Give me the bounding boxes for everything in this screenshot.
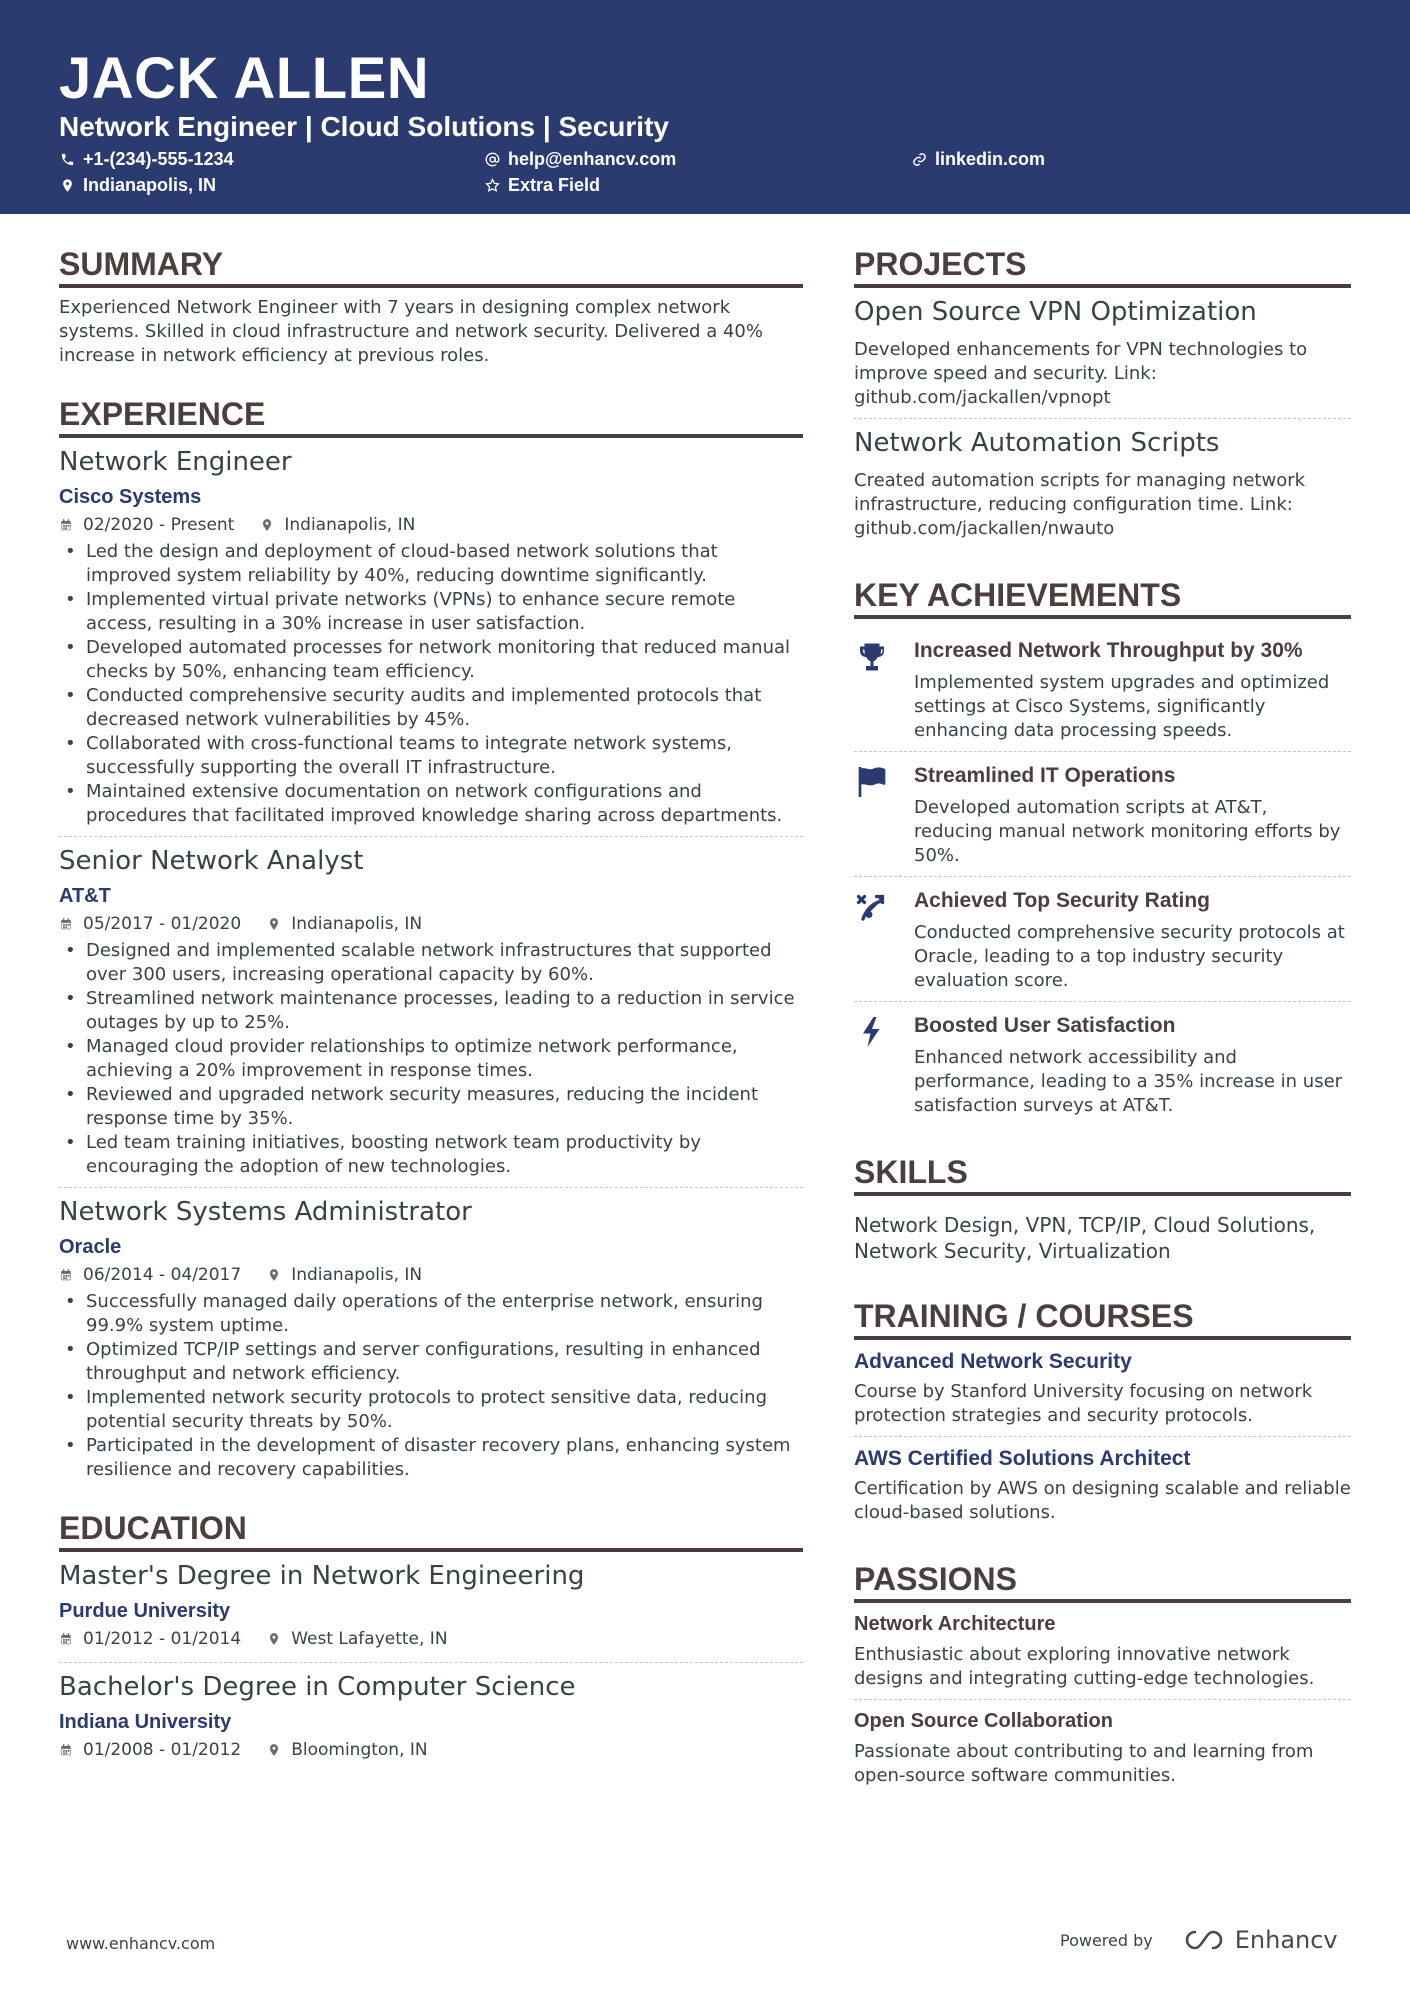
achievement-entry (854, 1002, 1351, 1126)
job-location: Indianapolis, IN (291, 1265, 423, 1285)
course-title: AWS Certified Solutions Architect (854, 1447, 1191, 1470)
bullet-item: • Collaborated with cross-functional teams to integrate network systems, successfully supporting the overall IT infrastructure. (59, 732, 803, 780)
education-dates: 01/2008 - 01/2012 (83, 1740, 242, 1760)
bullet-item: • Designed and implemented scalable network infrastructures that supported over 300 users, increasing operational capacity by 60%. (59, 939, 803, 987)
calendar-icon (59, 917, 73, 931)
brand-name: Enhancv (1234, 1926, 1338, 1954)
education-location: Bloomington, IN (291, 1740, 428, 1760)
degree-title: Master's Degree in Network Engineering (59, 1561, 585, 1591)
training-section (854, 1296, 1351, 1533)
school-name: Indiana University (59, 1711, 232, 1733)
job-title: Network Engineer (59, 447, 292, 477)
calendar-icon (59, 1743, 73, 1757)
education-dates: 01/2012 - 01/2014 (83, 1629, 242, 1649)
contact-location (60, 174, 216, 196)
project-title: Open Source VPN Optimization (854, 297, 1257, 327)
contact-phone[interactable] (60, 148, 234, 170)
achievement-title: Boosted User Satisfaction (914, 1014, 1176, 1037)
powered-by-label: Powered by (1060, 1930, 1153, 1950)
location-pin-icon (260, 518, 274, 532)
summary-text: Experienced Network Engineer with 7 years in designing complex network systems. Skilled in cloud infrastructure and network security. Delivered a 40% increase in network efficiency at previous roles. (59, 297, 763, 366)
job-title: Network Systems Administrator (59, 1197, 472, 1227)
achievement-entry (854, 627, 1351, 752)
section-title-training: TRAINING / COURSES (854, 1296, 1351, 1340)
bullet-item: • Conducted comprehensive security audits and implemented protocols that decreased network vulnerabilities by 45%. (59, 684, 803, 732)
job-meta (59, 1264, 803, 1286)
projects-section (854, 244, 1351, 549)
experience-entry (59, 446, 803, 837)
job-bullets (59, 540, 803, 828)
bullet-item: • Optimized TCP/IP settings and server configurations, resulting in enhanced throughput and network efficiency. (59, 1338, 803, 1386)
achievement-title: Streamlined IT Operations (914, 764, 1176, 787)
passions-section (854, 1559, 1351, 1796)
job-meta (59, 514, 803, 536)
bullet-item: • Maintained extensive documentation on network configurations and procedures that facilitated improved knowledge sharing across departments. (59, 780, 803, 828)
location-pin-icon (267, 917, 281, 931)
location-pin-icon (60, 178, 75, 193)
trophy-icon (854, 639, 890, 675)
job-bullets (59, 1290, 803, 1482)
passion-entry (854, 1708, 1351, 1796)
skills-section (854, 1152, 1351, 1264)
job-location: Indianapolis, IN (284, 515, 416, 535)
project-entry (854, 296, 1351, 419)
section-title-passions: PASSIONS (854, 1559, 1351, 1603)
star-icon (485, 178, 500, 193)
bullet-item: • Participated in the development of disaster recovery plans, enhancing system resilience and recovery capabilities. (59, 1434, 803, 1482)
passion-entry (854, 1611, 1351, 1700)
achievements-section (854, 575, 1351, 1126)
contact-email[interactable] (485, 148, 676, 170)
passion-description: Passionate about contributing to and learning from open-source software communities. (854, 1741, 1314, 1786)
email-text: help@enhancv.com (508, 149, 677, 169)
at-icon (485, 152, 500, 167)
left-column (59, 244, 803, 1799)
flag-icon (854, 764, 890, 800)
section-title-experience: EXPERIENCE (59, 394, 803, 438)
bullet-item: • Implemented network security protocols to protect sensitive data, reducing potential security threats by 50%. (59, 1386, 803, 1434)
education-location: West Lafayette, IN (291, 1629, 448, 1649)
project-description: Created automation scripts for managing network infrastructure, reducing configuration time. Link: github.com/jackallen/nwauto (854, 470, 1306, 539)
achievement-description: Enhanced network accessibility and performance, leading to a 35% increase in user satisfaction surveys at AT&T. (914, 1047, 1343, 1116)
education-entry (59, 1560, 803, 1663)
bullet-item: • Implemented virtual private networks (VPNs) to enhance secure remote access, resulting in a 30% increase in user satisfaction. (59, 588, 803, 636)
section-title-projects: PROJECTS (854, 244, 1351, 288)
section-title-summary: SUMMARY (59, 244, 803, 288)
education-meta (59, 1739, 803, 1761)
footer-website[interactable]: www.enhancv.com (66, 1934, 216, 1953)
footer-branding (1060, 1926, 1338, 1954)
achievement-description: Implemented system upgrades and optimized settings at Cisco Systems, significantly enhancing data processing speeds. (914, 672, 1330, 741)
achievement-entry (854, 877, 1351, 1002)
calendar-icon (59, 1268, 73, 1282)
passion-description: Enthusiastic about exploring innovative network designs and integrating cutting-edge technologies. (854, 1644, 1315, 1689)
contact-extra (485, 174, 600, 196)
bullet-item: • Led team training initiatives, boosting network team productivity by encouraging the adoption of new technologies. (59, 1131, 803, 1179)
achievement-description: Developed automation scripts at AT&T, reducing manual network monitoring efforts by 50%. (914, 797, 1341, 866)
job-dates: 02/2020 - Present (83, 515, 235, 535)
job-dates: 05/2017 - 01/2020 (83, 914, 242, 934)
bullet-item: • Successfully managed daily operations of the enterprise network, ensuring 99.9% system uptime. (59, 1290, 803, 1338)
course-description: Course by Stanford University focusing on network protection strategies and security protocols. (854, 1381, 1313, 1426)
job-dates: 06/2014 - 04/2017 (83, 1265, 242, 1285)
experience-section (59, 394, 803, 1490)
project-entry (854, 427, 1351, 549)
experience-entry (59, 1196, 803, 1490)
project-title: Network Automation Scripts (854, 428, 1220, 458)
strategy-icon (854, 889, 890, 925)
location-pin-icon (267, 1632, 281, 1646)
lightning-icon (854, 1014, 890, 1050)
section-title-education: EDUCATION (59, 1508, 803, 1552)
bullet-item: • Led the design and deployment of cloud-based network solutions that improved system reliability by 40%, reducing downtime significantly. (59, 540, 803, 588)
course-title: Advanced Network Security (854, 1350, 1132, 1373)
achievement-title: Increased Network Throughput by 30% (914, 639, 1303, 662)
phone-text: +1-(234)-555-1234 (83, 149, 234, 169)
section-title-skills: SKILLS (854, 1152, 1351, 1196)
bullet-item: • Reviewed and upgraded network security measures, reducing the incident response time by 35%. (59, 1083, 803, 1131)
achievement-entry (854, 752, 1351, 877)
company-name: AT&T (59, 885, 111, 907)
right-column (854, 244, 1351, 1822)
job-title: Senior Network Analyst (59, 846, 364, 876)
achievement-description: Conducted comprehensive security protocols at Oracle, leading to a top industry security evaluation score. (914, 922, 1345, 991)
experience-entry (59, 845, 803, 1188)
degree-title: Bachelor's Degree in Computer Science (59, 1672, 576, 1702)
skills-list: Network Design, VPN, TCP/IP, Cloud Solutions, Network Security, Virtualization (854, 1213, 1316, 1263)
resume-header (0, 0, 1410, 214)
section-title-achievements: KEY ACHIEVEMENTS (854, 575, 1351, 619)
bullet-item: • Managed cloud provider relationships to optimize network performance, achieving a 20% improvement in response times. (59, 1035, 803, 1083)
course-description: Certification by AWS on designing scalable and reliable cloud-based solutions. (854, 1478, 1351, 1523)
phone-icon (60, 152, 75, 167)
project-description: Developed enhancements for VPN technologies to improve speed and security. Link: github.com/jackallen/vpnopt (854, 339, 1308, 408)
bullet-item: • Streamlined network maintenance processes, leading to a reduction in service outages by up to 25%. (59, 987, 803, 1035)
candidate-headline: Network Engineer | Cloud Solutions | Security (59, 111, 669, 142)
website-text: linkedin.com (935, 149, 1046, 169)
education-meta (59, 1628, 803, 1650)
company-name: Cisco Systems (59, 486, 202, 508)
summary-section (59, 244, 803, 368)
enhancv-logo-icon (1183, 1927, 1229, 1953)
contact-website[interactable] (912, 148, 1045, 170)
passion-title: Open Source Collaboration (854, 1710, 1113, 1732)
passion-title: Network Architecture (854, 1613, 1056, 1635)
candidate-name: JACK ALLEN (59, 46, 430, 111)
job-meta (59, 913, 803, 935)
calendar-icon (59, 518, 73, 532)
job-bullets (59, 939, 803, 1179)
school-name: Purdue University (59, 1600, 231, 1622)
job-location: Indianapolis, IN (291, 914, 423, 934)
location-pin-icon (267, 1268, 281, 1282)
education-section (59, 1508, 803, 1773)
enhancv-logo[interactable] (1183, 1926, 1338, 1954)
location-text: Indianapolis, IN (83, 175, 217, 195)
extra-text: Extra Field (508, 175, 601, 195)
calendar-icon (59, 1632, 73, 1646)
bullet-item: • Developed automated processes for network monitoring that reduced manual checks by 50%, enhancing team efficiency. (59, 636, 803, 684)
company-name: Oracle (59, 1236, 122, 1258)
course-entry (854, 1445, 1351, 1533)
achievement-title: Achieved Top Security Rating (914, 889, 1210, 912)
location-pin-icon (267, 1743, 281, 1757)
link-icon (912, 152, 927, 167)
education-entry (59, 1671, 803, 1773)
course-entry (854, 1348, 1351, 1437)
